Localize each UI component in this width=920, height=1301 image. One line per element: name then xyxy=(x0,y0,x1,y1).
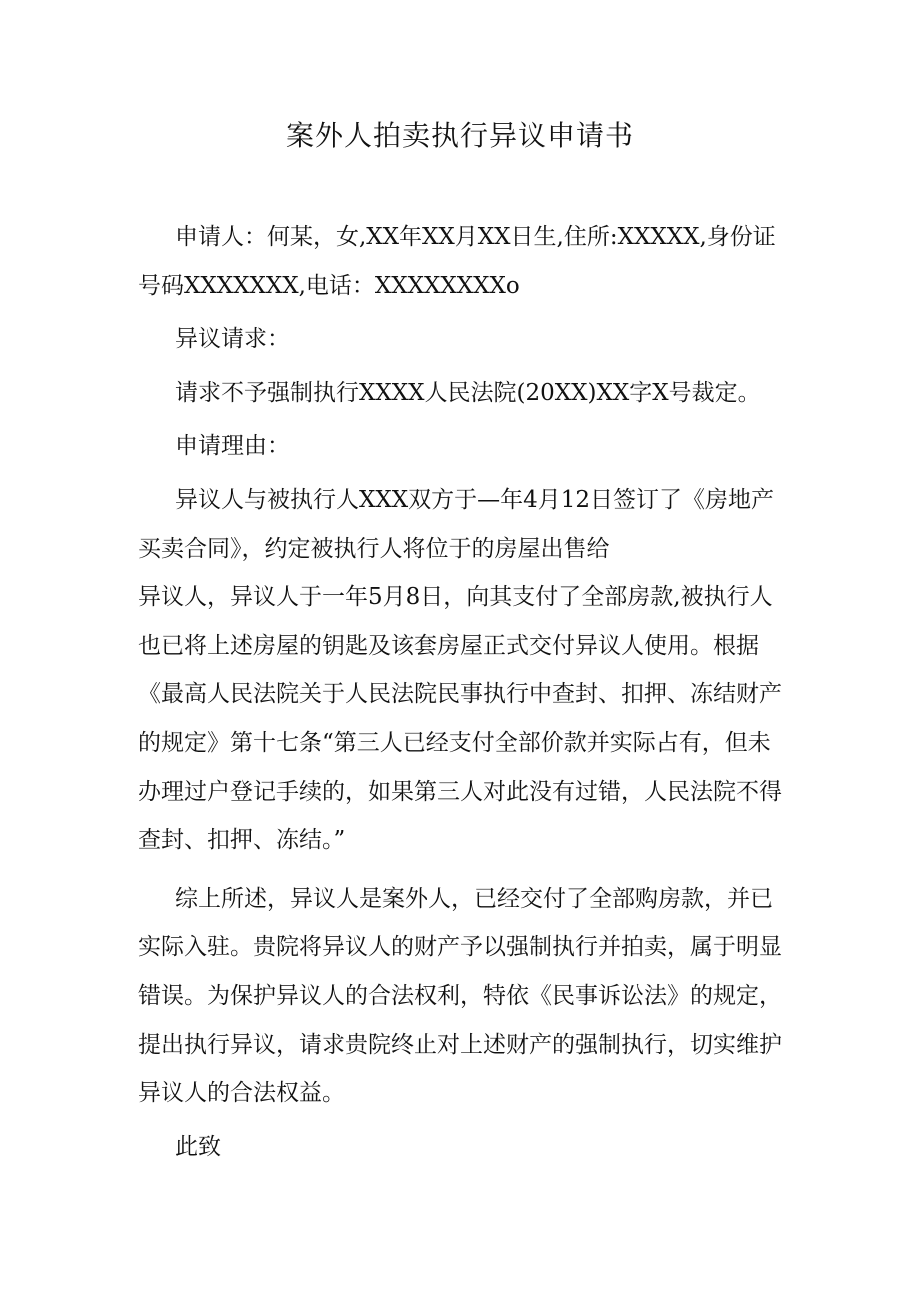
applicant-info-paragraph: 申请人：何某，女,XX年XX月XX日生,住所:XXXXX,身份证号码XXXXXXX,电话：XXXXXXXXo xyxy=(138,224,776,299)
summary-paragraph: 综上所述，异议人是案外人，已经交付了全部购房款，并已实际入驻。贵院将异议人的财产予以强制执行并拍卖，属于明显错误。为保护异议人的合法权利，特依《民事诉讼法》的规定，提出执行异议，请求贵院终止对上述财产的强制执行，切实维护异议人的合法权益。 xyxy=(138,885,782,1107)
reason-paragraph-1: 异议人与被执行人XXX双方于—年4月12日签订了《房地产买卖合同》，约定被执行人将位于的房屋出售给 xyxy=(138,486,775,562)
reason-paragraph-2: 异议人，异议人于一年5月8日，向其支付了全部房款,被执行人也已将上述房屋的钥匙及该套房屋正式交付异议人使用。根据《最高人民法院关于人民法院民事执行中查封、扣押、冻结财产的规定》第十七条“第三人已经支付全部价款并实际占有，但未办理过户登记手续的，如果第三人对此没有过错，人民法院不得查封、扣押、冻结。” xyxy=(138,584,782,854)
closing-paragraph: 此致 xyxy=(175,1133,221,1160)
document-title: 案外人拍卖执行异议申请书 xyxy=(285,119,634,152)
document-body xyxy=(138,213,788,1176)
objection-request-paragraph: 请求不予强制执行XXXX人民法院(20XX)XX字X号裁定。 xyxy=(175,379,761,406)
objection-request-heading: 异议请求： xyxy=(175,326,290,353)
reason-heading: 申请理由： xyxy=(175,433,290,460)
